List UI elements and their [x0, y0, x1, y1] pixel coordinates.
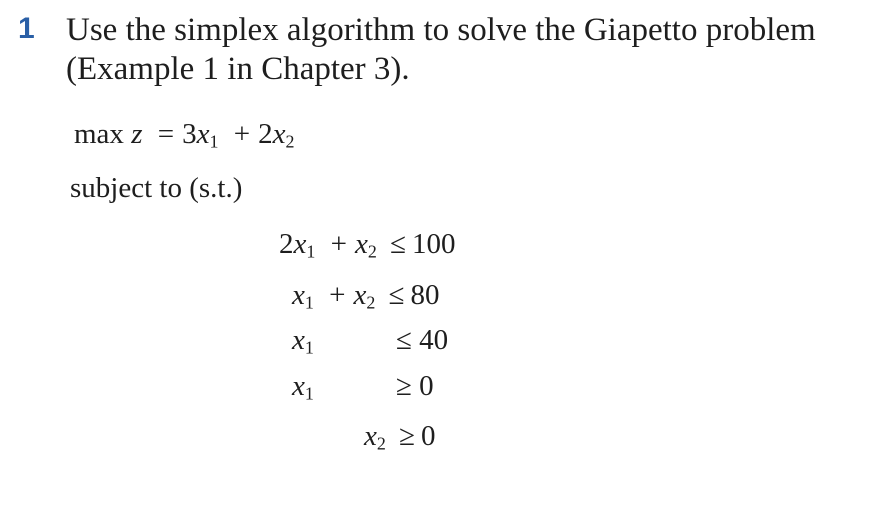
- constraint-4-x1-sub: 1: [304, 383, 314, 404]
- prompt-line-1: Use the simplex algorithm to solve the Giapetto problem: [66, 12, 816, 48]
- constraint-1-relation: ≤: [390, 228, 406, 260]
- subject-to-label: subject to (s.t.): [70, 172, 243, 204]
- constraint-2-relation: ≤: [388, 279, 405, 311]
- constraint-1-rhs: 100: [412, 228, 456, 260]
- objective-x2: x: [272, 118, 286, 150]
- constraint-3-rhs: 40: [419, 324, 449, 356]
- constraint-4-relation: ≥: [396, 370, 412, 402]
- constraint-2-rhs: 80: [410, 279, 440, 311]
- constraint-4-rhs-group: [396, 372, 434, 401]
- problem-number: 1: [18, 12, 35, 45]
- objective-keyword: max: [74, 118, 124, 150]
- constraint-5-x2-sub: 2: [376, 433, 386, 454]
- constraint-1: [279, 228, 456, 262]
- constraint-2-x1: x: [292, 279, 305, 311]
- constraint-2: [292, 279, 440, 313]
- objective-plus: +: [233, 118, 251, 150]
- objective-var: z: [131, 118, 143, 150]
- constraint-3-lhs: [292, 324, 314, 358]
- objective-x2-sub: 2: [285, 131, 295, 152]
- constraint-4-rhs: 0: [419, 370, 434, 402]
- constraint-3-relation: ≤: [396, 324, 412, 356]
- prompt-line-2: (Example 1 in Chapter 3).: [66, 51, 410, 87]
- constraint-3-rhs-group: [396, 326, 448, 355]
- objective-coef-1: 3: [182, 118, 197, 150]
- constraint-1-x2: x: [354, 228, 368, 260]
- constraint-1-coef: 2: [279, 228, 294, 260]
- constraint-5-x2: x: [364, 420, 377, 452]
- objective-x1-sub: 1: [209, 131, 219, 152]
- constraint-4-lhs: [292, 370, 314, 404]
- constraint-1-plus: +: [330, 228, 347, 260]
- constraint-2-x2: x: [353, 279, 367, 311]
- constraint-3-x1: x: [292, 324, 305, 356]
- constraint-3-x1-sub: 1: [304, 337, 314, 358]
- constraint-1-x2-sub: 2: [367, 241, 377, 262]
- objective-function: [74, 118, 295, 152]
- objective-x1: x: [196, 118, 210, 150]
- objective-coef-2: 2: [258, 118, 273, 150]
- problem-prompt: [66, 11, 866, 89]
- constraint-5: [364, 420, 436, 454]
- constraint-1-x1-sub: 1: [306, 241, 316, 262]
- constraint-2-x1-sub: 1: [304, 292, 314, 313]
- constraint-2-plus: +: [329, 279, 346, 311]
- objective-equals: =: [157, 118, 175, 150]
- constraint-5-relation: ≥: [399, 420, 416, 452]
- constraint-2-x2-sub: 2: [366, 292, 376, 313]
- constraint-5-rhs: 0: [421, 420, 436, 452]
- constraint-4-x1: x: [292, 370, 305, 402]
- constraint-1-x1: x: [293, 228, 307, 260]
